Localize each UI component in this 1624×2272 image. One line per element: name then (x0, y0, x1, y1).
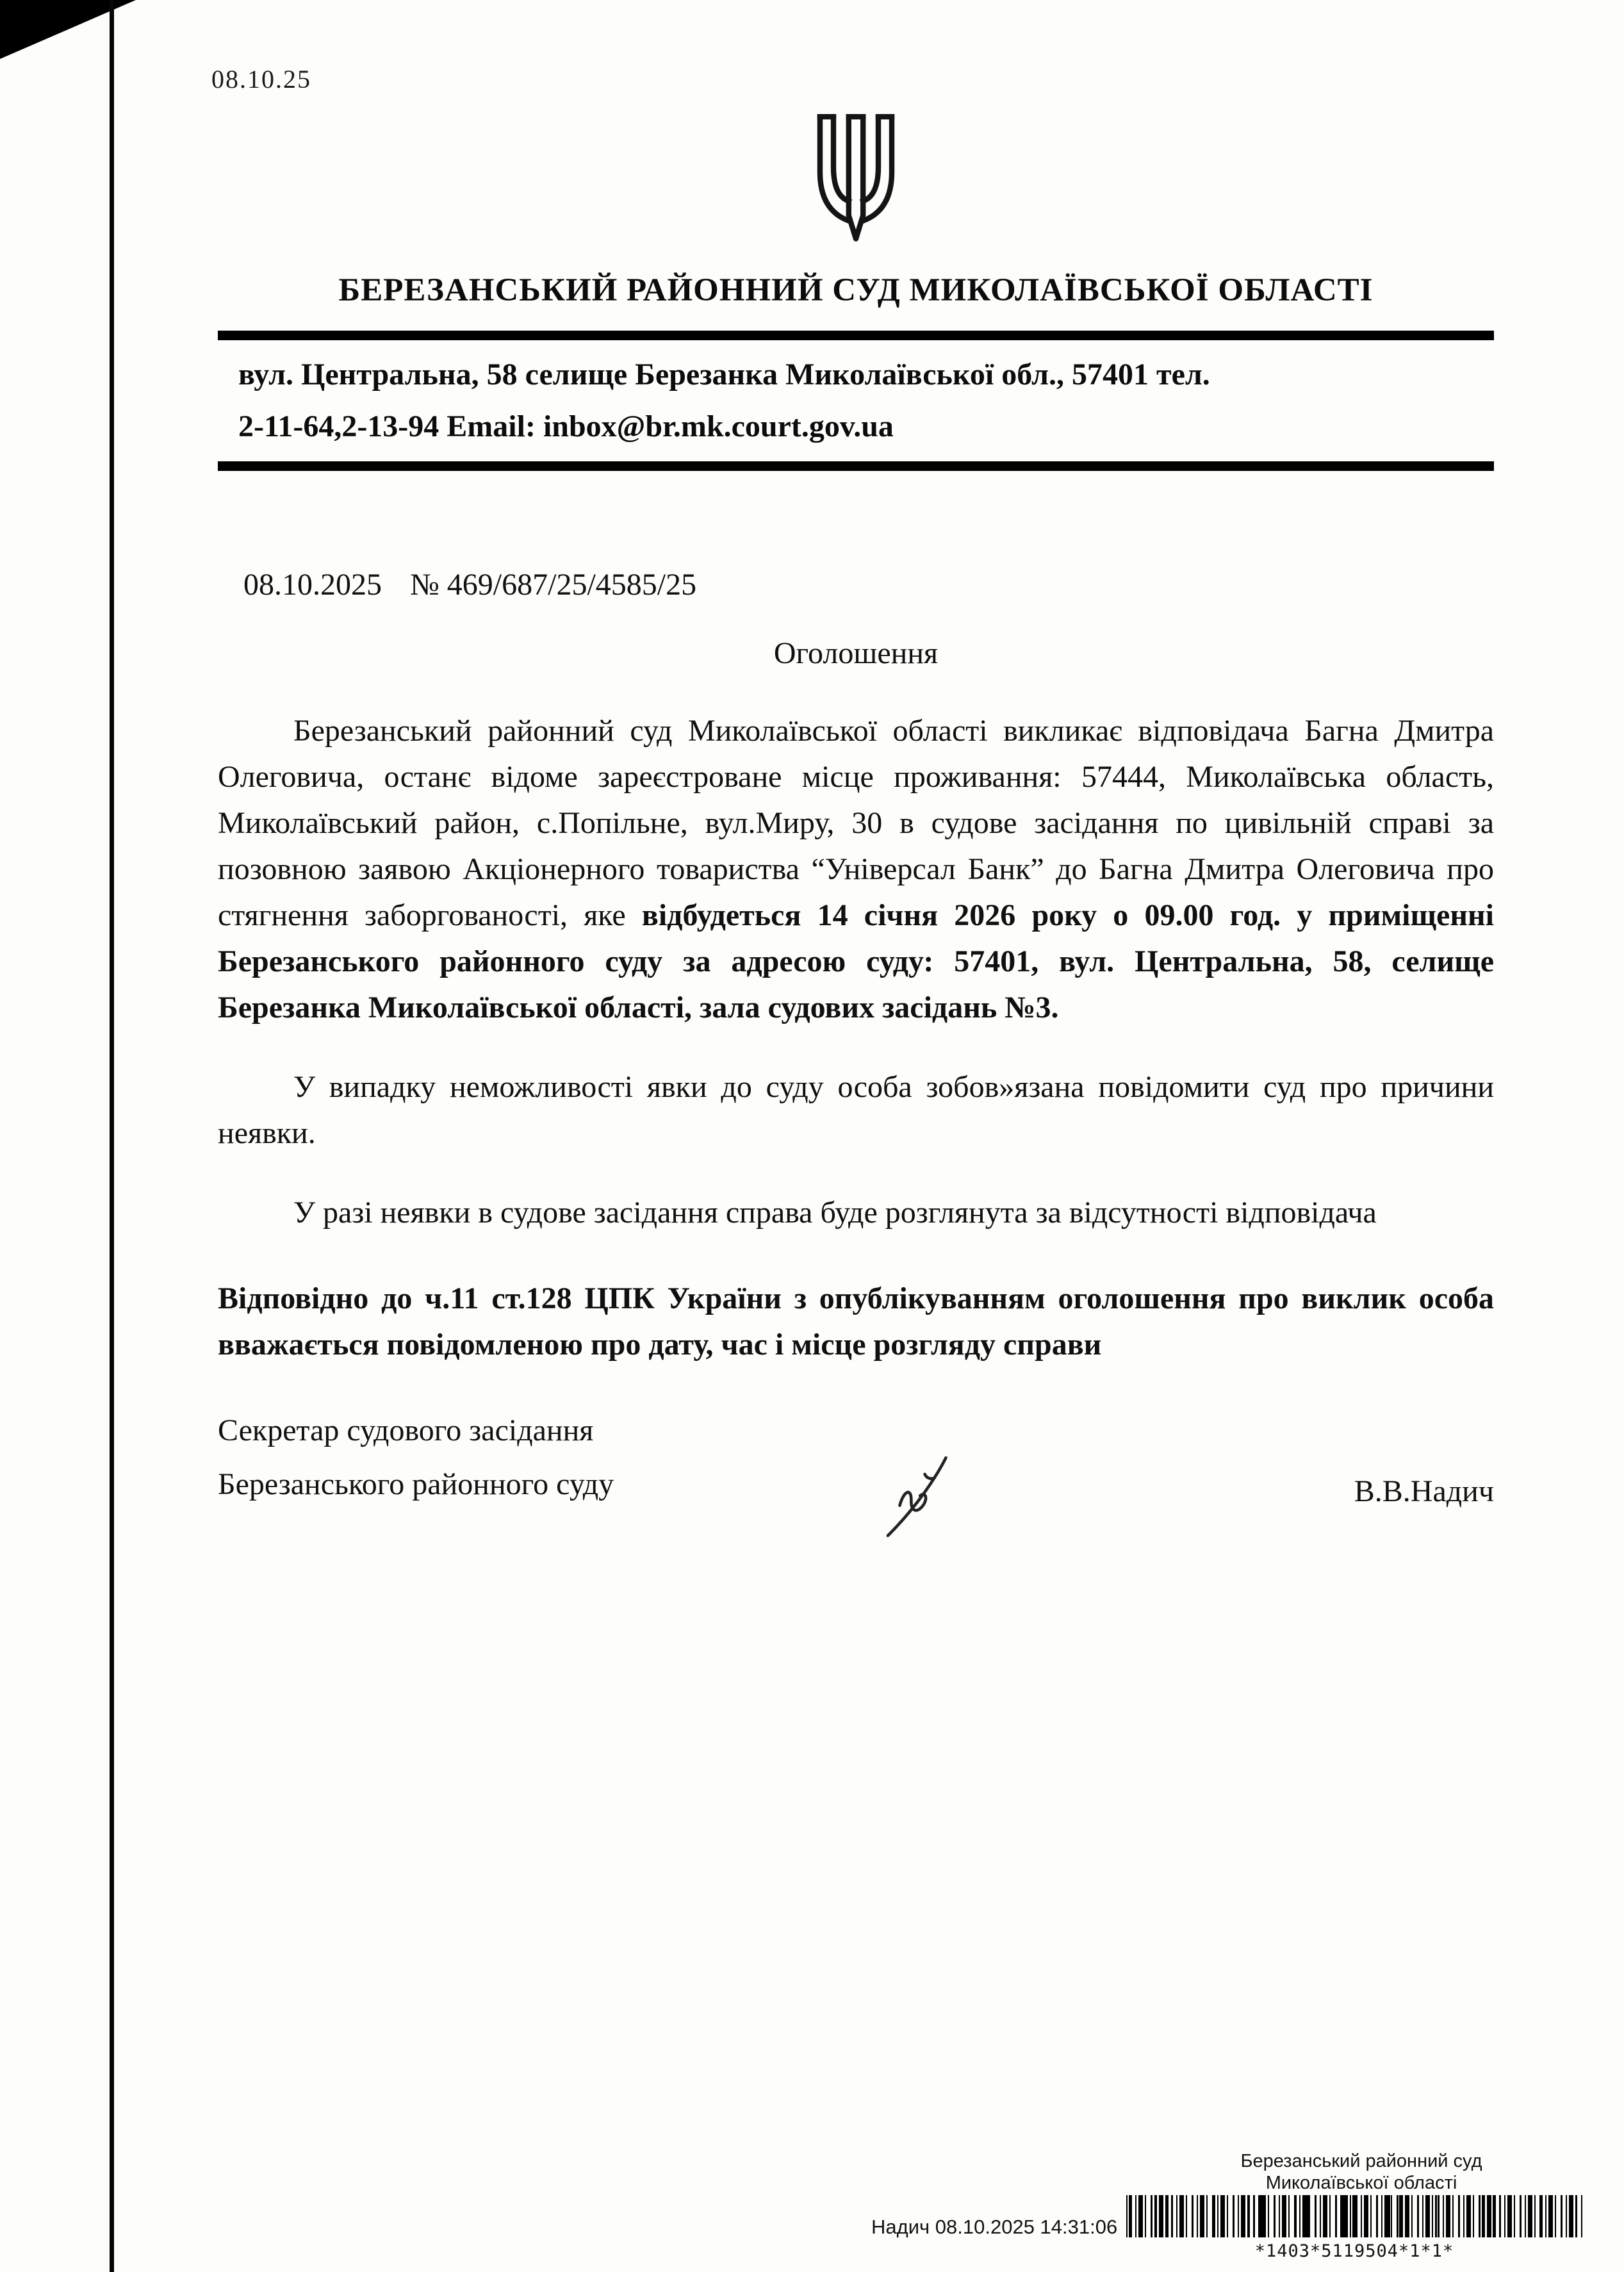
court-address-block (218, 349, 1494, 452)
barcode-text: *1403*5119504*1*1* (1254, 2241, 1454, 2261)
court-name-title: БЕРЕЗАНСЬКИЙ РАЙОННИЙ СУД МИКОЛАЇВСЬКОЇ ОБЛАСТІ (338, 272, 1374, 308)
scan-artifact-edge-line (110, 0, 114, 2272)
paragraph-summons-bold: відбудеться 14 січня 2026 року о 09.00 год. у приміщенні Березанського районного суду за адресою суду: 57401, вул. Центральна, 58, селище Березанка Миколаївської області, зала судових засідань №3. (218, 898, 1494, 1025)
paragraph-summons-regular: Березанський районний суд Миколаївської області викликає відповідача Багна Дмитра Олеговича, останє відоме зареєстроване місце проживання: 57444, Миколаївська область, Миколаївський район, с.Попільне, вул.Миру, 30 в судове засідання по цивільній справі за позовною заявою Акціонерного товариства “Універсал Банк” до Багна Дмитра Олеговича про стягнення заборгованості, яке (218, 714, 1494, 933)
paragraph-summons (218, 708, 1494, 1031)
footer-court-name-line-1: Березанський районний суд (1240, 2151, 1482, 2171)
registration-footer (871, 2150, 1602, 2272)
signer-name: В.В.Надич (1354, 1474, 1494, 1509)
signer-role-line-2: Березанського районного суду (218, 1467, 614, 1502)
scan-date-note: 08.10.25 (211, 65, 311, 94)
paragraph-legal-basis: Відповідно до ч.11 ст.128 ЦПК України з опублікуванням оголошення про виклик особа вважається повідомленою про дату, час і місце розгляду справи (218, 1281, 1494, 1362)
ukraine-trident-emblem-icon (811, 104, 901, 250)
document-reference-line (218, 567, 1494, 602)
signer-role (218, 1404, 614, 1511)
footer-court-name-line-2: Миколаївської області (1265, 2173, 1457, 2194)
document-title: Оголошення (773, 636, 939, 671)
signer-role-line-1: Секретар судового засідання (218, 1413, 594, 1448)
paragraph-obligation: У випадку неможливості явки до суду особа зобов»язана повідомити суд про причини неявки. (218, 1070, 1494, 1151)
address-line-1: вул. Центральна, 58 селище Березанка Миколаївської обл., 57401 тел. (238, 358, 1210, 391)
scan-artifact-corner (0, 0, 136, 59)
divider-line-top (218, 331, 1494, 340)
footer-stamp-text: Надич 08.10.2025 14:31:06 (871, 2216, 1118, 2238)
barcode (1126, 2195, 1582, 2237)
signature-block (218, 1404, 1494, 1511)
paragraph-absence: У разі неявки в судове засідання справа буде розглянута за відсутності відповідача (293, 1196, 1377, 1230)
divider-line-bottom (218, 461, 1494, 471)
handwritten-signature-icon (861, 1450, 980, 1546)
footer-court-name (1134, 2150, 1589, 2194)
document-content (218, 0, 1494, 1511)
address-line-2: 2-11-64,2-13-94 Email: inbox@br.mk.court.gov.ua (238, 409, 894, 443)
document-number: № 469/687/25/4585/25 (410, 568, 697, 602)
document-date: 08.10.2025 (243, 568, 382, 602)
